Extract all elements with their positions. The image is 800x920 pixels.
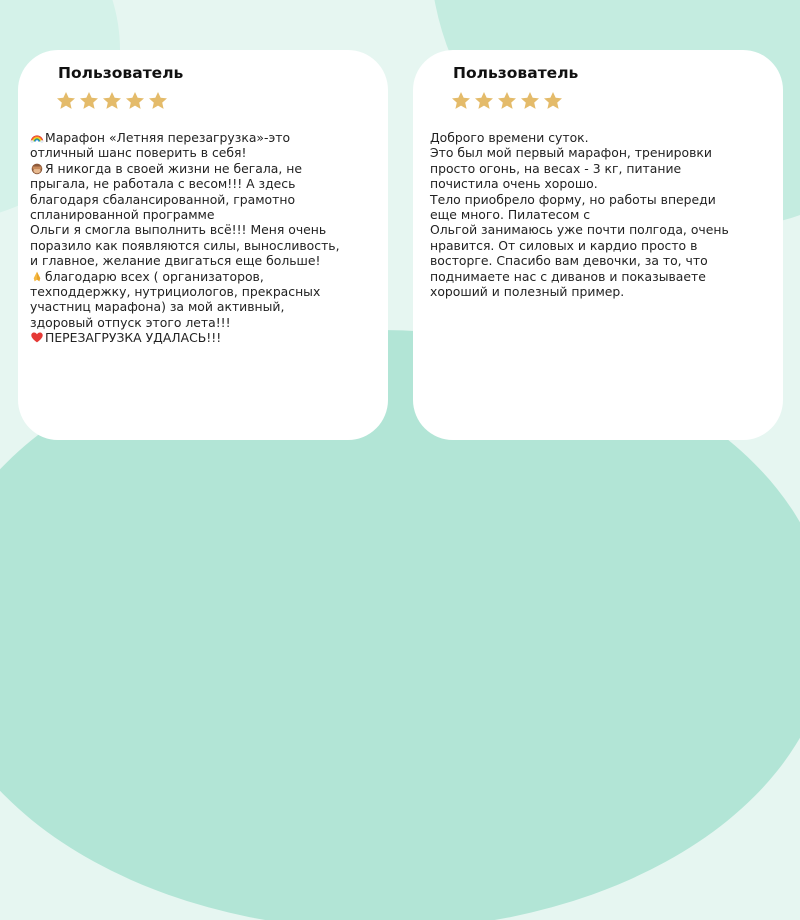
review-line <box>430 145 775 160</box>
review-line <box>30 253 380 268</box>
review-line-text: поднимаете нас с диванов и показываете <box>430 268 706 284</box>
review-line-text: прыгала, не работала с весом!!! А здесь <box>30 176 296 192</box>
review-line <box>30 176 380 191</box>
review-line <box>30 299 380 314</box>
review-line <box>30 161 380 176</box>
review-line <box>430 284 775 299</box>
review-line <box>30 192 380 207</box>
review-line <box>430 207 775 222</box>
review-line-text: Ольги я смогла выполнить всё!!! Меня очень <box>30 222 327 238</box>
review-line-text: Ольгой занимаюсь уже почти полгода, очень <box>430 222 729 238</box>
review-line <box>30 284 380 299</box>
star-icon <box>519 90 541 112</box>
review-line-text: Доброго времени суток. <box>430 130 589 145</box>
star-icon <box>496 90 518 112</box>
review-line-text: благодарю всех ( организаторов, <box>45 268 264 284</box>
review-line <box>430 130 775 145</box>
review-line-text: Марафон «Летняя перезагрузка»-это <box>45 130 291 145</box>
review-line-text: благодаря сбалансированной, грамотно <box>30 191 296 207</box>
review-line-text: еще много. Пилатесом с <box>430 207 591 223</box>
review-line <box>430 222 775 237</box>
review-line-text: отличный шанс поверить в себя! <box>30 145 247 161</box>
red-heart-icon <box>30 331 44 344</box>
star-icon <box>147 90 169 112</box>
review-line-text: Я никогда в своей жизни не бегала, не <box>45 160 302 176</box>
review-author: Пользователь <box>453 64 579 82</box>
see-no-evil-monkey-icon <box>30 162 44 175</box>
review-line-text: нравится. От силовых и кардио просто в <box>430 237 698 253</box>
review-line-text: Тело приобрело форму, но работы впереди <box>430 191 716 207</box>
star-icon <box>450 90 472 112</box>
review-line-text: почистила очень хорошо. <box>430 176 598 192</box>
review-line <box>430 238 775 253</box>
rainbow-icon <box>30 131 44 144</box>
review-line <box>430 161 775 176</box>
star-icon <box>55 90 77 112</box>
star-icon <box>78 90 100 112</box>
review-line <box>30 269 380 284</box>
review-line-text: участниц марафона) за мой активный, <box>30 299 285 315</box>
review-line-text: здоровый отпуск этого лета!!! <box>30 314 231 330</box>
review-line <box>30 130 380 145</box>
review-text <box>430 130 775 299</box>
review-line <box>430 269 775 284</box>
review-line <box>430 192 775 207</box>
review-line-text: ПЕРЕЗАГРУЗКА УДАЛАСЬ!!! <box>45 330 222 346</box>
review-line-text: Это был мой первый марафон, тренировки <box>430 145 712 161</box>
review-line-text: просто огонь, на весах - 3 кг, питание <box>430 160 682 176</box>
review-line <box>30 330 380 345</box>
star-icon <box>542 90 564 112</box>
star-icon <box>101 90 123 112</box>
review-line <box>430 176 775 191</box>
review-line <box>30 238 380 253</box>
review-line <box>30 315 380 330</box>
review-text <box>30 130 380 346</box>
review-card <box>18 50 388 440</box>
star-rating <box>55 90 169 112</box>
star-icon <box>124 90 146 112</box>
review-line <box>30 145 380 160</box>
review-line-text: восторге. Спасибо вам девочки, за то, что <box>430 253 708 269</box>
review-line-text: спланированной программе <box>30 207 215 223</box>
folded-hands-icon <box>30 270 44 283</box>
review-author: Пользователь <box>58 64 184 82</box>
review-line-text: техподдержку, нутрициологов, прекрасных <box>30 284 321 300</box>
review-line <box>30 222 380 237</box>
review-line-text: и главное, желание двигаться еще больше! <box>30 253 321 269</box>
review-card <box>413 50 783 440</box>
star-rating <box>450 90 564 112</box>
review-line <box>430 253 775 268</box>
review-line <box>30 207 380 222</box>
review-line-text: хороший и полезный пример. <box>430 284 625 300</box>
review-line-text: поразило как появляются силы, выносливость, <box>30 237 340 253</box>
star-icon <box>473 90 495 112</box>
